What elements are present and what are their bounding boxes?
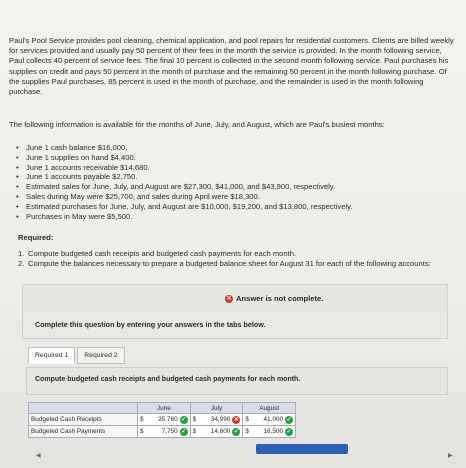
required-item <box>18 259 448 269</box>
required-list <box>18 249 448 268</box>
currency-symbol: $ <box>245 416 249 423</box>
problem-paragraph: Paul's Pool Service provides pool cleaning, chemical application, and pool repairs for residential customers. Clients are billed weekly for services provided and usually pay 50 percent of their fees in the month the service is provided. In the month following service, Paul collects 40 percent of service fees. The final 10 percent is collected in the second month following service. Paul purchases his supplies on credit and pays 50 percent in the month of purchase and the remaining 50 percent in the month following purchase. Of the supplies Paul purchases, 85 percent is used in the month of purchase, and the remainder is used in the month following purchase. <box>9 36 454 97</box>
row-label: Budgeted Cash Payments <box>29 426 138 438</box>
header-august: August <box>243 403 296 414</box>
list-item: • June 1 supplies on hand $4,400. <box>16 153 456 163</box>
cash-receipts-june-cell[interactable] <box>138 414 191 426</box>
cash-payments-august-cell[interactable] <box>243 426 296 438</box>
list-item: • June 1 accounts receivable $14,680. <box>16 163 456 173</box>
complete-message: Complete this question by entering your answers in the tabs below. <box>35 320 266 329</box>
cash-payments-june-cell[interactable] <box>138 426 191 438</box>
cash-receipts-june-input[interactable]: 25,760 <box>158 416 178 423</box>
x-circle-icon: ✕ <box>233 416 239 423</box>
check-icon: ✓ <box>286 428 292 435</box>
list-item: • Sales during May were $25,700, and sales during April were $18,300. <box>16 192 456 202</box>
table-row <box>29 426 296 438</box>
currency-symbol: $ <box>192 428 197 435</box>
currency-symbol: $ <box>140 416 144 423</box>
cash-payments-july-input[interactable]: 14,600 <box>210 428 231 435</box>
info-list <box>16 143 456 221</box>
problem-statement <box>9 36 454 97</box>
header-empty <box>29 403 138 414</box>
tab-required-2[interactable]: Required 2 <box>77 347 124 364</box>
cash-payments-june-input[interactable]: 7,750 <box>161 428 178 435</box>
answer-status-bar <box>22 284 448 314</box>
list-item: • June 1 accounts payable $2,750. <box>16 172 456 182</box>
table-header-row <box>29 403 296 414</box>
info-intro: The following information is available for the months of June, July, and August, which are Paul's busiest months: <box>9 120 385 129</box>
check-icon: ✓ <box>181 428 187 435</box>
list-item: • June 1 cash balance $16,000. <box>16 143 456 153</box>
currency-symbol: $ <box>192 416 197 423</box>
tab-instruction: Compute budgeted cash receipts and budgeted cash payments for each month. <box>35 376 301 383</box>
required-item <box>18 249 448 259</box>
answer-status <box>225 294 323 303</box>
x-circle-icon: ✕ <box>226 295 232 302</box>
instructions-bar <box>22 312 448 339</box>
tab-instruction-bar <box>26 367 448 395</box>
cash-receipts-july-cell[interactable] <box>190 414 243 426</box>
cash-payments-august-input[interactable]: 16,500 <box>263 428 283 435</box>
table-row <box>29 414 296 426</box>
check-icon: ✓ <box>181 416 187 423</box>
header-july: July <box>190 403 243 414</box>
check-icon: ✓ <box>286 416 292 423</box>
required-item-number: 1. <box>18 249 25 258</box>
answer-table <box>28 402 296 438</box>
cash-receipts-july-input[interactable]: 34,990 <box>210 416 231 423</box>
tab-bar <box>28 347 127 364</box>
answer-status-text: Answer is not complete. <box>236 294 324 303</box>
tab-required-1[interactable]: Required 1 <box>28 347 75 364</box>
next-tab-button[interactable] <box>256 444 348 454</box>
row-label: Budgeted Cash Receipts <box>29 414 138 426</box>
required-item-text: Compute budgeted cash receipts and budgeted cash payments for each month. <box>28 249 297 258</box>
cash-receipts-august-cell[interactable] <box>243 414 296 426</box>
list-item: • Estimated sales for June, July, and August are $27,300, $41,000, and $43,900, respectively. <box>16 182 456 192</box>
currency-symbol: $ <box>245 428 249 435</box>
cash-receipts-august-input[interactable]: 41,000 <box>263 416 283 423</box>
scroll-left-icon[interactable]: ◀ <box>36 453 41 459</box>
currency-symbol: $ <box>140 428 144 435</box>
list-item: • Estimated purchases for June, July, and August are $10,000, $19,200, and $13,800, respectively. <box>16 202 456 212</box>
check-icon: ✓ <box>233 428 239 435</box>
scroll-right-icon[interactable]: ▶ <box>448 453 453 459</box>
required-item-text: Compute the balances necessary to prepare a budgeted balance sheet for August 31 for each of the following accounts: <box>28 258 431 268</box>
list-item: • Purchases in May were $5,500. <box>16 212 456 222</box>
cash-payments-july-cell[interactable] <box>190 426 243 438</box>
required-heading: Required: <box>18 233 54 242</box>
header-june: June <box>138 403 191 414</box>
required-item-number: 2. <box>18 258 25 268</box>
